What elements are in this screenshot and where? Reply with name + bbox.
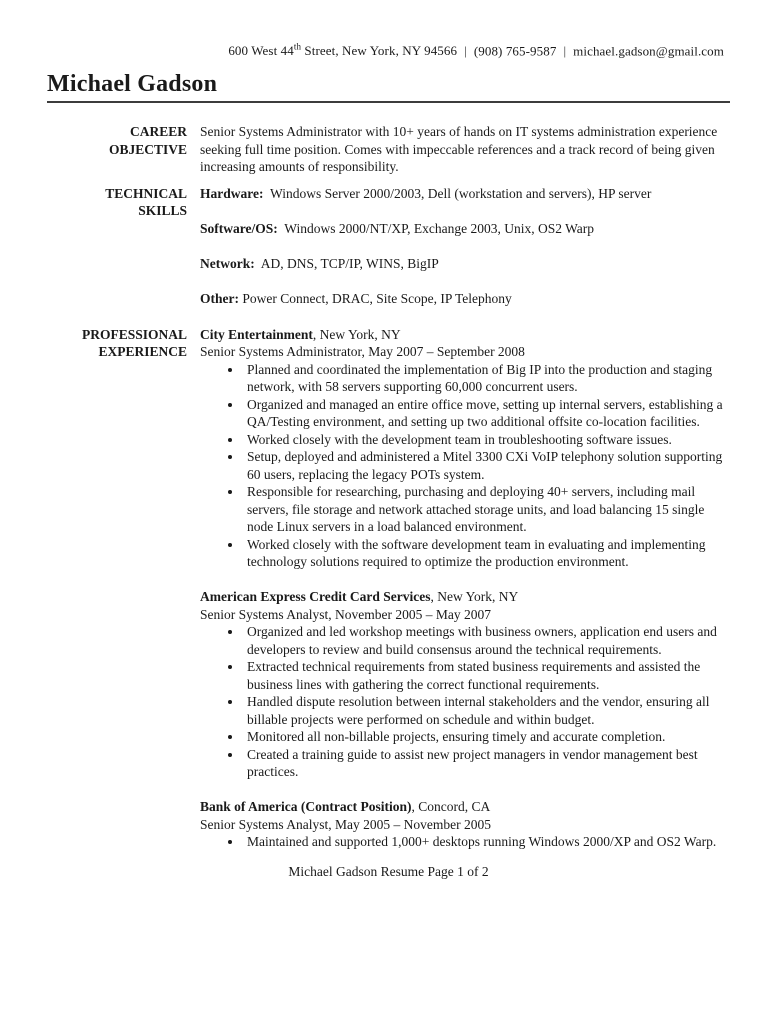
section-technical-skills <box>47 185 730 325</box>
job-bullet: • Monitored all non-billable projects, ensuring timely and accurate completion. <box>243 728 730 746</box>
job-header <box>200 588 730 606</box>
job-bullet: • Responsible for researching, purchasing and deploying 40+ servers, including mail servers, file storage and network attached storage units, and load balancing 15 single node Linux servers in a load balanced environment. <box>243 483 730 536</box>
professional-experience-label: PROFESSIONAL EXPERIENCE <box>81 326 187 360</box>
contact-separator: | <box>563 43 567 59</box>
job-bullet-list <box>200 361 730 571</box>
skill-line-software-os: Software/OS: Windows 2000/NT/XP, Exchange 2003, Unix, OS2 Warp <box>200 220 594 236</box>
job-title-dates: Senior Systems Analyst, November 2005 – May 2007 <box>200 606 491 622</box>
company-location: , New York, NY <box>430 589 519 605</box>
job-bullet: • Extracted technical requirements from stated business requirements and assisted the business lines with gathering the correct functional requirements. <box>243 658 730 693</box>
section-career-objective <box>47 123 730 176</box>
job-bullet: • Organized and managed an entire office move, setting up internal servers, establishing a QA/Testing environment, and setting up two additional offsite co-location facilities. <box>243 396 730 431</box>
contact-street: 600 West 44th Street, New York, NY 94566 <box>228 42 458 59</box>
page-title: Michael Gadson <box>47 71 218 98</box>
company-name: American Express Credit Card Services <box>200 589 431 605</box>
job-bullet-list <box>200 623 730 781</box>
professional-experience-content <box>200 326 730 851</box>
job-header <box>200 326 730 344</box>
company-location: , Concord, CA <box>411 799 491 815</box>
job-title-dates: Senior Systems Analyst, May 2005 – November 2005 <box>200 816 491 832</box>
header-divider <box>47 101 730 103</box>
contact-separator: | <box>464 43 467 59</box>
job-bank-of-america <box>200 798 730 851</box>
job-title-dates: Senior Systems Administrator, May 2007 – September 2008 <box>200 344 525 360</box>
job-bullet: • Maintained and supported 1,000+ desktops running Windows 2000/XP and OS2 Warp. <box>243 833 730 851</box>
company-name: City Entertainment <box>200 326 313 342</box>
job-bullet: • Handled dispute resolution between internal stakeholders and the vendor, ensuring all billable projects were performed on schedule and within budget. <box>243 693 730 728</box>
job-bullet: • Planned and coordinated the implementation of Big IP into the production and staging network, with 58 servers supporting 60,000 concurrent users. <box>243 361 730 396</box>
career-objective-text: Senior Systems Administrator with 10+ years of hands on IT systems administration experience seeking full time position. Comes with impeccable references and a track record of being given increasing amounts of responsibility. <box>200 124 718 175</box>
technical-skills-content <box>200 185 730 325</box>
skill-line-other: Other: Power Connect, DRAC, Site Scope, IP Telephony <box>200 290 512 306</box>
technical-skills-label: TECHNICAL SKILLS <box>105 185 187 219</box>
job-bullet: • Setup, deployed and administered a Mitel 3300 CXi VoIP telephony solution supporting 60 users, replacing the legacy POTs system. <box>243 448 730 483</box>
job-bullet: • Worked closely with the software development team in evaluating and implementing technology solutions required to optimize the production environment. <box>243 536 730 571</box>
skill-line-network: Network: AD, DNS, TCP/IP, WINS, BigIP <box>200 255 439 271</box>
company-location: , New York, NY <box>312 326 401 342</box>
ordinal-superscript: th <box>293 42 302 52</box>
skill-line-hardware: Hardware: Windows Server 2000/2003, Dell (workstation and servers), HP server <box>200 185 652 201</box>
contact-email: michael.gadson@gmail.com <box>573 43 724 59</box>
company-name: Bank of America (Contract Position) <box>200 799 412 815</box>
job-bullet-list <box>200 833 730 851</box>
job-bullet: • Worked closely with the development team in troubleshooting software issues. <box>243 431 730 449</box>
contact-line <box>47 42 730 59</box>
job-city-entertainment <box>200 326 730 571</box>
contact-phone: (908) 765-9587 <box>473 43 557 59</box>
page-footer: Michael Gadson Resume Page 1 of 2 <box>288 863 489 879</box>
job-bullet: • Organized and led workshop meetings with business owners, application end users and developers to review and build consensus around the technical requirements. <box>243 623 730 658</box>
job-header <box>200 798 730 816</box>
job-american-express <box>200 588 730 781</box>
career-objective-label: CAREER OBJECTIVE <box>108 124 187 157</box>
job-bullet: • Created a training guide to assist new project managers in vendor management best practices. <box>243 746 730 781</box>
section-professional-experience <box>47 326 730 851</box>
